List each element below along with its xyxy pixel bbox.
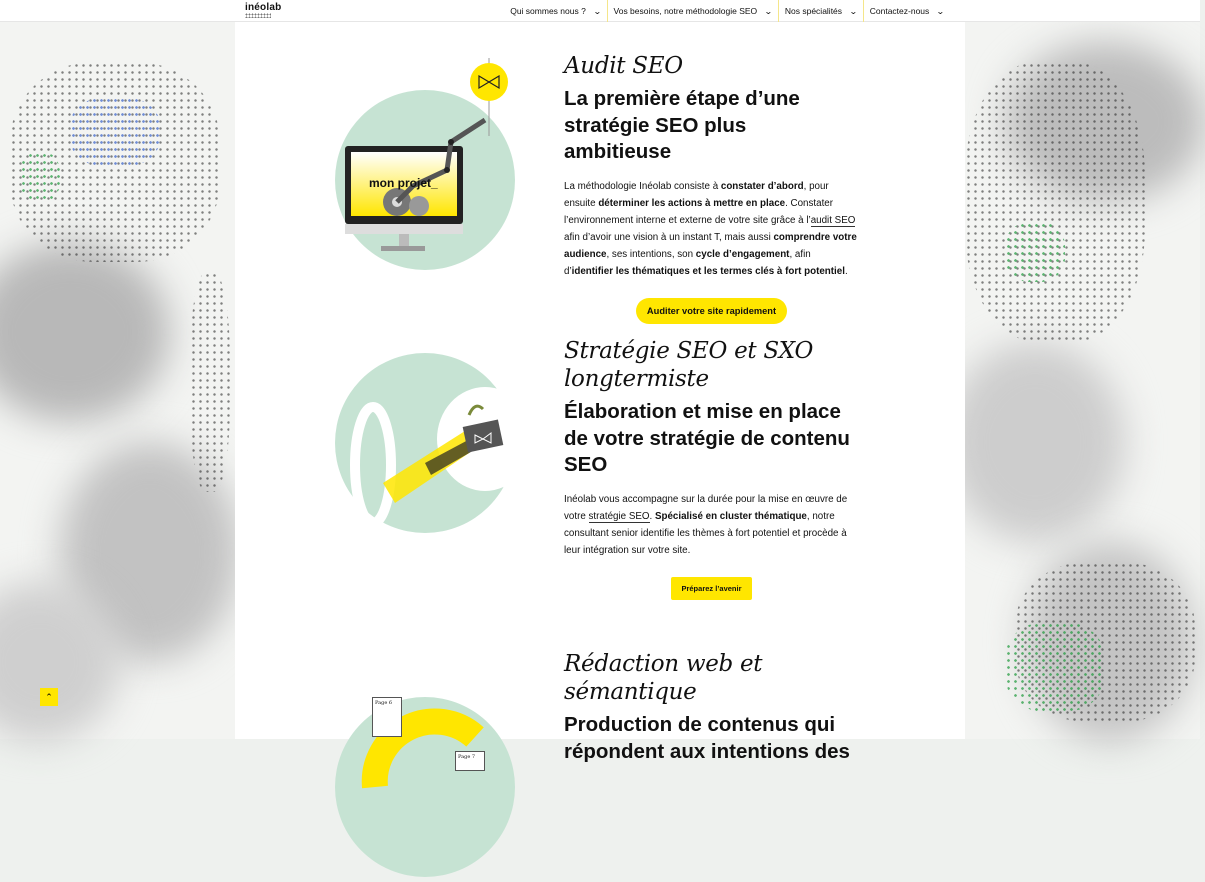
section-headline: Production de contenus qui répondent aux intentions des xyxy=(564,713,850,763)
site-logo[interactable]: inéolab xyxy=(245,2,282,13)
inline-link[interactable]: audit SEO xyxy=(810,214,856,226)
background-left-panel xyxy=(0,22,235,739)
section-kicker: Audit SEO xyxy=(564,53,683,79)
section-paragraph xyxy=(564,178,859,280)
paragraph-run: . xyxy=(844,265,848,277)
page-card xyxy=(372,697,402,737)
nav-item-methodologie[interactable] xyxy=(607,0,778,22)
strategy-illustration xyxy=(335,353,515,533)
background-right-panel xyxy=(965,22,1200,739)
audit-site-button[interactable]: Auditer votre site rapidement xyxy=(636,298,787,324)
inline-link[interactable]: stratégie SEO xyxy=(588,510,650,522)
nav-item-qui-sommes-nous[interactable] xyxy=(504,0,606,22)
paragraph-run: , afin d’ xyxy=(564,248,811,277)
paragraph-run: La méthodologie Inéolab consiste à xyxy=(564,180,721,192)
chevron-down-icon: ⌄ xyxy=(936,6,946,16)
paragraph-run: , ses intentions, son xyxy=(606,248,696,260)
paragraph-run: Spécialisé en cluster thématique xyxy=(654,510,807,522)
monitor-screen-text: mon projet_ xyxy=(369,176,438,190)
audit-text-column xyxy=(564,52,859,324)
paragraph-run: déterminer les actions à mettre en place xyxy=(598,197,786,209)
logo-dots xyxy=(245,13,271,18)
nav-item-label: Contactez-nous xyxy=(869,6,930,16)
paragraph-run: , notre consultant senior identifie les thèmes à fort potentiel et procède à leur intégration sur votre site. xyxy=(564,510,847,556)
redaction-text-column xyxy=(564,650,859,765)
pages-letter-icon xyxy=(335,697,515,877)
scroll-to-top-button[interactable] xyxy=(40,688,58,706)
strategy-text-column xyxy=(564,337,859,600)
tunnel-chest-icon xyxy=(335,353,515,533)
paragraph-run: afin d’avoir une vision à un instant T, mais aussi xyxy=(564,231,774,243)
page-label: Page 6 xyxy=(375,700,393,706)
section-kicker: Stratégie SEO et SXO longtermiste xyxy=(564,338,814,392)
bowtie-balloon-icon xyxy=(467,58,511,138)
chevron-down-icon: ⌄ xyxy=(849,6,858,16)
nav-item-specialites[interactable] xyxy=(778,0,863,22)
paragraph-run: constater d’abord xyxy=(720,180,804,192)
paragraph-run: , pour ensuite xyxy=(564,180,829,209)
site-header xyxy=(0,0,1200,22)
chevron-down-icon: ⌄ xyxy=(764,6,773,16)
chevron-up-icon: ⌃ xyxy=(45,691,53,702)
section-paragraph xyxy=(564,491,859,559)
paragraph-run: . xyxy=(649,510,655,522)
section-headline: Élaboration et mise en place de votre stratégie de contenu SEO xyxy=(564,400,850,476)
nav-item-contact[interactable] xyxy=(863,0,950,22)
main-content xyxy=(235,22,965,763)
nav-item-label: Qui sommes nous ? xyxy=(510,6,586,16)
paragraph-run: comprendre votre audience xyxy=(564,231,857,260)
paragraph-run: cycle d’engagement xyxy=(695,248,790,260)
paragraph-run: . Constater l’environnement interne et externe de votre site grâce à l’ xyxy=(564,197,834,226)
chevron-down-icon: ⌄ xyxy=(592,6,602,16)
paragraph-run: Inéolab vous accompagne sur la durée pour la mise en œuvre de votre xyxy=(564,493,848,522)
page-label: Page 7 xyxy=(458,754,476,760)
section-kicker: Rédaction web et sémantique xyxy=(564,651,763,705)
section-headline: La première étape d’une stratégie SEO plus ambitieuse xyxy=(564,87,800,163)
prepare-future-button[interactable]: Préparez l’avenir xyxy=(671,577,751,600)
nav-item-label: Vos besoins, notre méthodologie SEO xyxy=(613,6,758,16)
page-card xyxy=(455,751,485,771)
main-nav xyxy=(504,0,950,22)
paragraph-run: identifier les thématiques et les termes clés à fort potentiel xyxy=(571,265,845,277)
writing-illustration xyxy=(335,697,515,877)
nav-item-label: Nos spécialités xyxy=(784,6,843,16)
